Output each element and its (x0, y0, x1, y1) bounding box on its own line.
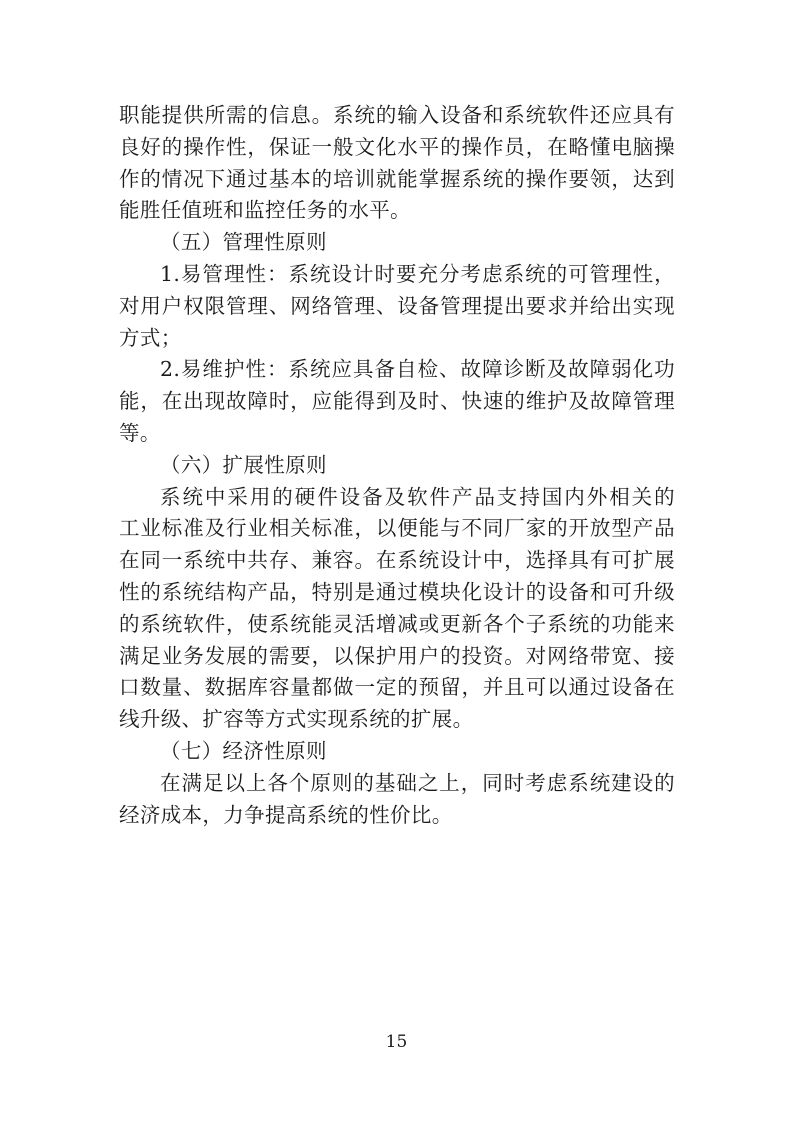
heading-text: （七）经济性原则 (160, 738, 327, 763)
paragraph-extensibility (119, 482, 675, 736)
text-line: 性的系统结构产品，特别是通过模块化设计的设备和可升级 (119, 579, 675, 604)
text-line: 2.易维护性：系统应具备自检、故障诊断及故障弱化功 (160, 357, 675, 382)
heading-text: （六）扩展性原则 (160, 452, 327, 477)
text-line: 职能提供所需的信息。系统的输入设备和系统软件还应具有 (119, 103, 675, 127)
paragraph-ease-of-maintenance (119, 354, 675, 449)
text-line: 经济成本，力争提高系统的性价比。 (119, 802, 453, 827)
text-line: 1.易管理性：系统设计时要充分考虑系统的可管理性， (160, 261, 675, 286)
text-line: 能胜任值班和监控任务的水平。 (119, 198, 411, 223)
text-line: 在满足以上各个原则的基础之上，同时考虑系统建设的 (160, 770, 675, 795)
section-heading-extensibility (119, 450, 675, 482)
text-line: 对用户权限管理、网络管理、设备管理提出要求并给出实现 (119, 293, 675, 318)
text-line: 口数量、数据库容量都做一定的预留，并且可以通过设备在 (119, 675, 675, 700)
heading-text: （五）管理性原则 (160, 230, 327, 255)
text-line: 工业标准及行业相关标准，以便能与不同厂家的开放型产品 (119, 516, 675, 541)
text-line: 良好的操作性，保证一般文化水平的操作员，在略懂电脑操 (119, 134, 675, 159)
text-line: 在同一系统中共存、兼容。在系统设计中，选择具有可扩展 (119, 548, 675, 573)
text-line: 能，在出现故障时，应能得到及时、快速的维护及故障管理 (119, 389, 675, 414)
paragraph-ease-of-management (119, 259, 675, 354)
section-heading-economy (119, 736, 675, 768)
paragraph-economy (119, 768, 675, 832)
text-line: 线升级、扩容等方式实现系统的扩展。 (119, 707, 474, 732)
text-line: 满足业务发展的需要，以保护用户的投资。对网络带宽、接 (119, 643, 675, 668)
document-body (119, 100, 675, 831)
text-line: 方式； (119, 325, 182, 350)
paragraph-continued (119, 100, 675, 227)
page-number: 15 (385, 1032, 408, 1052)
section-heading-management (119, 227, 675, 259)
text-line: 系统中采用的硬件设备及软件产品支持国内外相关的 (160, 484, 675, 509)
text-line: 的系统软件，使系统能灵活增减或更新各个子系统的功能来 (119, 611, 675, 636)
text-line: 等。 (119, 420, 161, 445)
text-line: 作的情况下通过基本的培训就能掌握系统的操作要领，达到 (119, 166, 675, 191)
